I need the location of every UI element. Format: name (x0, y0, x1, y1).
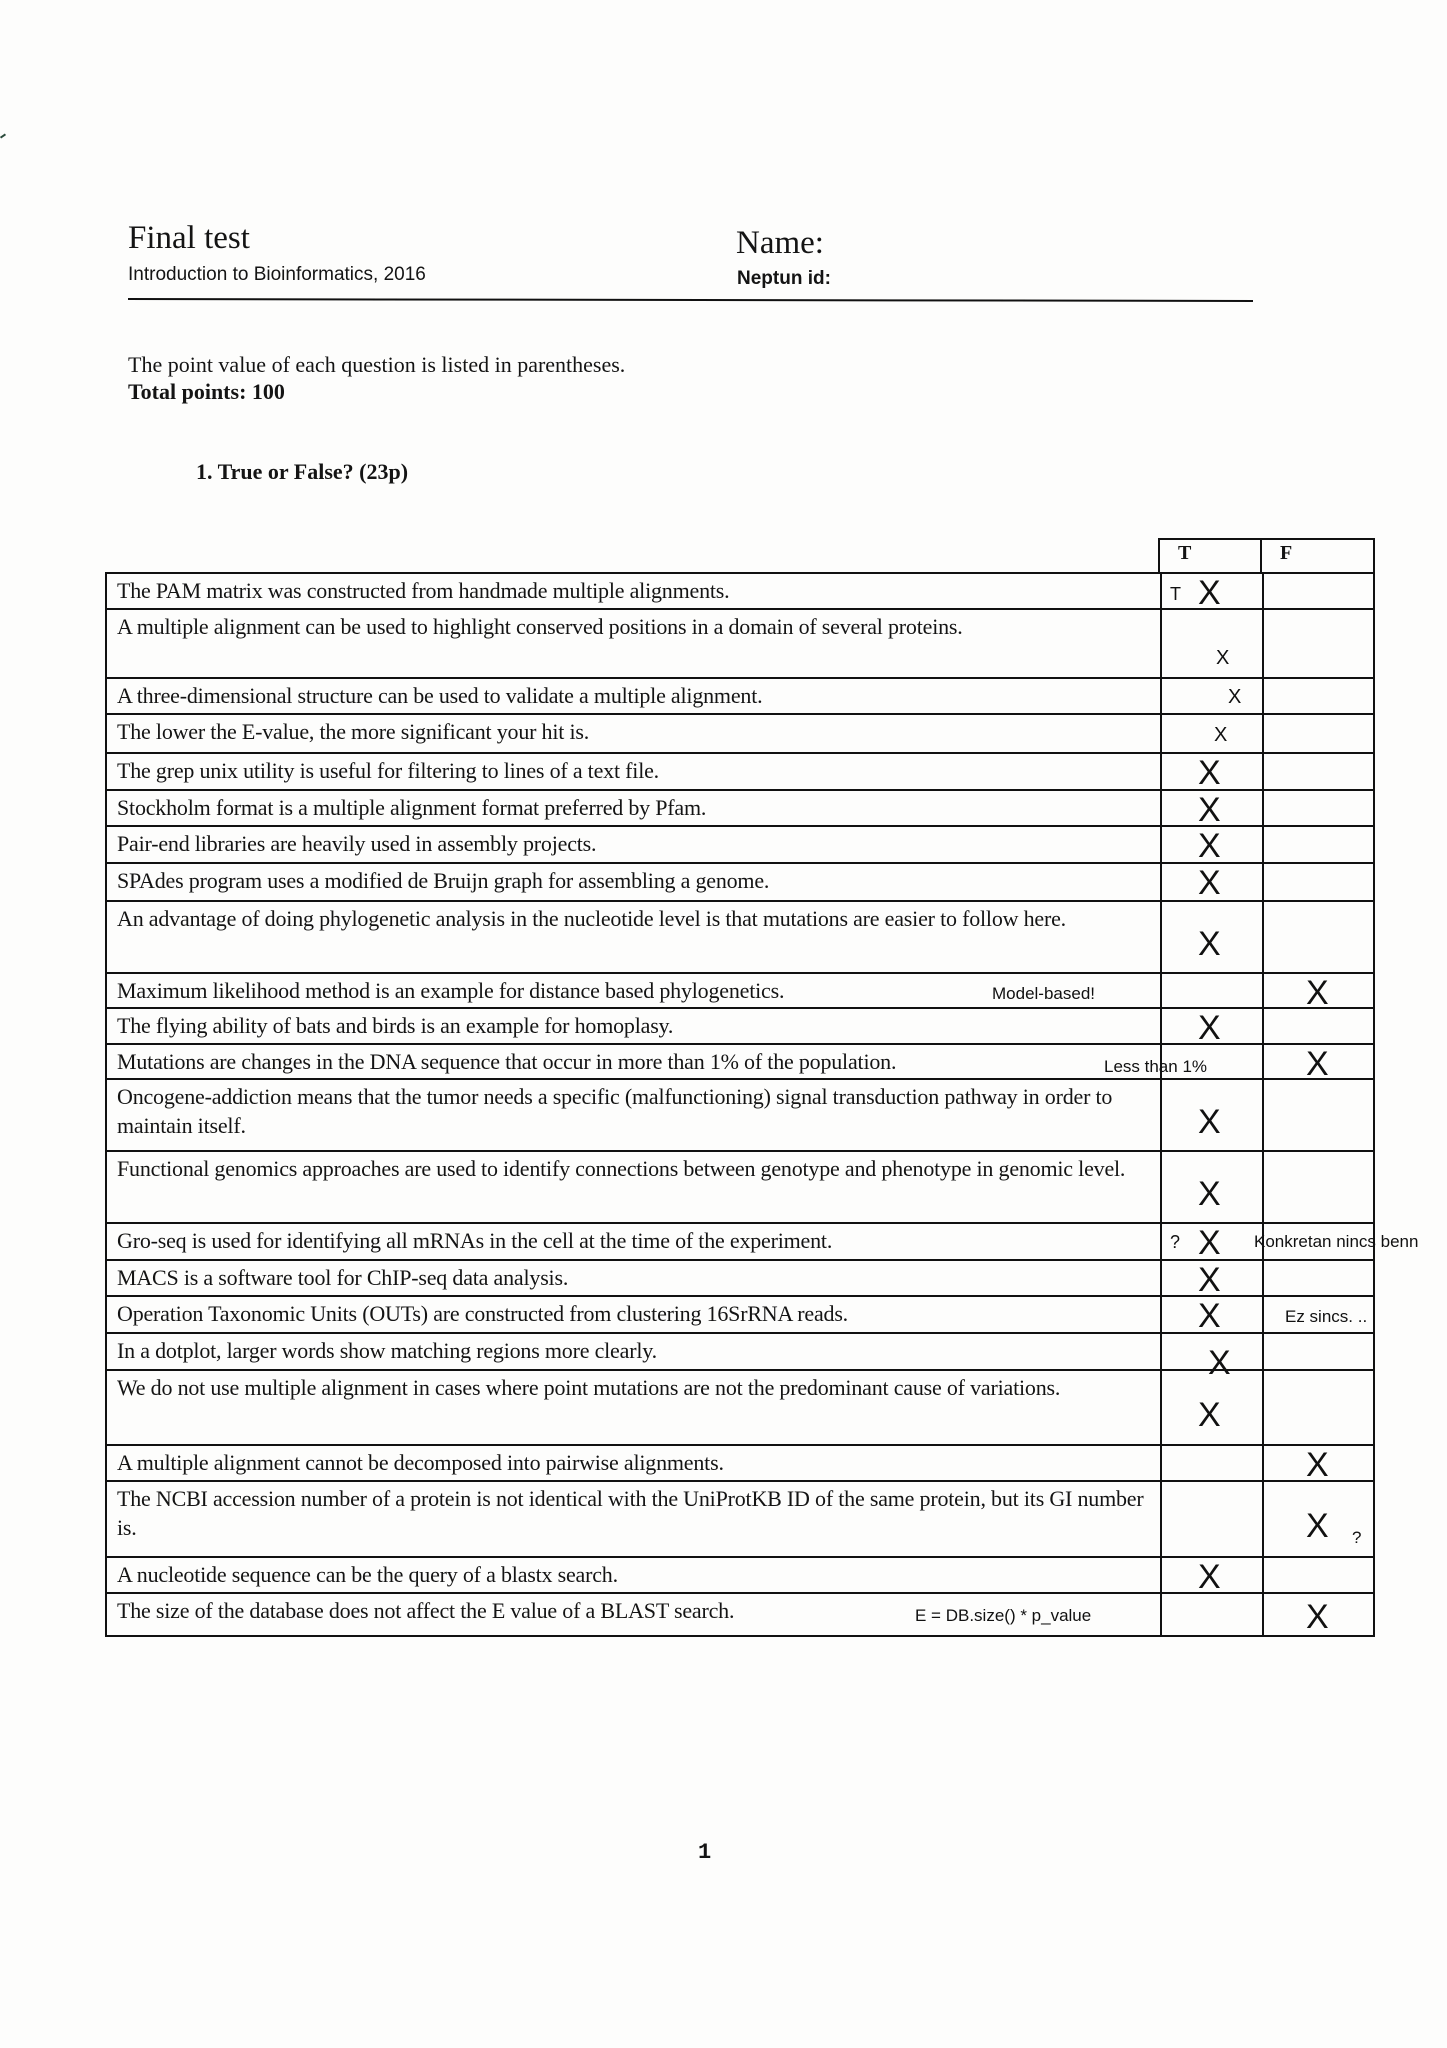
table-row (105, 1078, 1375, 1150)
course-subtitle: Introduction to Bioinformatics, 2016 (128, 264, 426, 285)
answer-prefix-annotation: ? (1170, 1232, 1181, 1252)
false-column-cell (1262, 1592, 1264, 1635)
handwritten-note: E = DB.size() * p_value (915, 1606, 1092, 1625)
true-column-cell (1160, 862, 1162, 900)
question-text: Gro-seq is used for identifying all mRNAs in the cell at the time of the experiment. (117, 1228, 833, 1253)
false-answer-mark-icon: X (1306, 1507, 1329, 1545)
question-text: We do not use multiple alignment in cases where point mutations are not the predominant cause of variations. (117, 1375, 1061, 1400)
true-column-cell (1160, 1444, 1162, 1480)
question-text: The PAM matrix was constructed from handmade multiple alignments. (117, 578, 730, 603)
false-column-cell (1262, 1078, 1264, 1150)
true-column-cell (1160, 1480, 1162, 1556)
table-row (105, 1556, 1375, 1596)
false-column-cell (1262, 1480, 1264, 1556)
true-column-cell (1160, 1369, 1162, 1444)
true-column-cell (1160, 1259, 1162, 1295)
table-row (105, 825, 1375, 865)
question-text: SPAdes program uses a modified de Bruijn graph for assembling a genome. (117, 868, 770, 893)
table-row (105, 789, 1375, 829)
total-points: Total points: 100 (128, 379, 285, 404)
name-label: Name: (736, 225, 824, 261)
question-text: Pair-end libraries are heavily used in assembly projects. (117, 831, 597, 856)
uncertain-annotation: ? (1352, 1528, 1362, 1547)
table-row (105, 1480, 1375, 1556)
false-column-cell (1262, 752, 1264, 789)
question-text: In a dotplot, larger words show matching regions more clearly. (117, 1338, 657, 1363)
true-column-cell (1160, 1078, 1162, 1150)
question-text: The lower the E-value, the more significant your hit is. (117, 719, 590, 744)
false-answer-mark-icon: X (1306, 974, 1329, 1012)
true-column-cell (1160, 1007, 1162, 1043)
question-text: MACS is a software tool for ChIP-seq data analysis. (117, 1265, 569, 1290)
table-row (105, 1369, 1375, 1444)
question-text: Functional genomics approaches are used to identify connections between genotype and phenotype in genomic level. (117, 1156, 1126, 1181)
false-column-cell (1262, 1556, 1264, 1592)
false-column-cell (1262, 1295, 1264, 1332)
false-column-cell (1262, 1332, 1264, 1369)
false-column-cell (1262, 862, 1264, 900)
true-answer-mark-icon: X (1198, 1224, 1221, 1262)
false-column-cell (1262, 1369, 1264, 1444)
question-text: A multiple alignment can be used to highlight conserved positions in a domain of several proteins. (117, 614, 963, 639)
true-column-cell (1160, 713, 1162, 752)
false-column-cell (1262, 677, 1264, 713)
true-answer-mark-icon: X (1198, 1009, 1221, 1047)
question-text: Oncogene-addiction means that the tumor needs a specific (malfunctioning) signal transduction pathway in order to maintain itself. (117, 1084, 1113, 1138)
true-answer-mark-icon: X (1198, 864, 1221, 902)
question-text: The size of the database does not affect the E value of a BLAST search. (117, 1598, 735, 1623)
table-row (105, 1592, 1375, 1637)
handwritten-note: Model-based! (992, 984, 1096, 1003)
header-divider (128, 298, 1253, 302)
table-row (105, 677, 1375, 713)
false-column-cell (1262, 972, 1264, 1007)
table-row (105, 1259, 1375, 1299)
true-column-cell (1160, 1592, 1162, 1635)
false-column-cell (1262, 1444, 1264, 1480)
true-column-cell (1160, 1150, 1162, 1222)
handwritten-note: Less than 1% (1104, 1057, 1208, 1076)
false-answer-mark-icon: X (1306, 1446, 1329, 1484)
table-row (105, 1295, 1375, 1335)
true-answer-mark-icon: X (1228, 686, 1242, 708)
true-column-cell (1160, 900, 1162, 972)
false-answer-mark-icon: X (1306, 1045, 1329, 1083)
true-answer-mark-icon: X (1198, 754, 1221, 792)
table-row (105, 752, 1375, 792)
true-column-cell (1160, 752, 1162, 789)
table-row (105, 1007, 1375, 1047)
true-answer-mark-icon: X (1198, 1261, 1221, 1299)
question-text: A multiple alignment cannot be decomposed into pairwise alignments. (117, 1450, 724, 1475)
true-answer-mark-icon: X (1198, 574, 1221, 612)
handwritten-note: Konkretan nincs benn (1254, 1232, 1419, 1251)
page-number: 1 (698, 1840, 712, 1865)
true-answer-mark-icon: X (1198, 1297, 1221, 1335)
section-title: 1. True or False? (23p) (196, 459, 409, 484)
false-column-cell (1262, 572, 1264, 608)
table-row (105, 1444, 1375, 1484)
true-column-cell (1160, 1222, 1162, 1259)
question-text: Maximum likelihood method is an example for distance based phylogenetics. (117, 978, 785, 1003)
column-header-false: F (1260, 538, 1375, 574)
true-answer-mark-icon: X (1208, 1344, 1231, 1382)
page-title: Final test (128, 220, 250, 256)
table-row (105, 1222, 1419, 1262)
true-column-cell (1160, 572, 1162, 608)
true-column-cell (1160, 1556, 1162, 1592)
true-answer-mark-icon: X (1198, 1103, 1221, 1141)
neptun-id-label: Neptun id: (737, 268, 831, 289)
false-answer-mark-icon: X (1306, 1597, 1329, 1636)
question-text: Mutations are changes in the DNA sequence that occur in more than 1% of the population. (117, 1049, 897, 1074)
false-column-cell (1262, 825, 1264, 862)
true-column-cell (1160, 608, 1162, 677)
table-row (105, 862, 1375, 900)
answer-prefix-annotation: T (1170, 584, 1181, 604)
table-row (105, 900, 1375, 972)
true-answer-mark-icon: X (1198, 1395, 1221, 1434)
table-row (105, 572, 1375, 612)
true-column-cell (1160, 972, 1162, 1007)
question-text: The grep unix utility is useful for filtering to lines of a text file. (117, 758, 659, 783)
false-column-cell (1262, 900, 1264, 972)
false-column-cell (1262, 1259, 1264, 1295)
false-column-cell (1262, 789, 1264, 825)
question-text: Stockholm format is a multiple alignment format preferred by Pfam. (117, 795, 707, 820)
column-header-true: T (1158, 538, 1262, 574)
table-row (105, 608, 1375, 677)
scan-stray-mark (0, 133, 6, 138)
table-row (105, 972, 1375, 1012)
true-column-cell (1160, 1295, 1162, 1332)
table-row (105, 1332, 1375, 1382)
false-column-cell (1262, 608, 1264, 677)
handwritten-note: Ez sincs. .. (1285, 1307, 1368, 1326)
table-row (105, 713, 1375, 752)
true-answer-mark-icon: X (1198, 1175, 1221, 1213)
question-text: The flying ability of bats and birds is an example for homoplasy. (117, 1013, 674, 1038)
question-text: A three-dimensional structure can be used to validate a multiple alignment. (117, 683, 763, 708)
question-text: The NCBI accession number of a protein is not identical with the UniProtKB ID of the same protein, but its GI number is. (117, 1486, 1144, 1540)
question-text: An advantage of doing phylogenetic analysis in the nucleotide level is that mutations are easier to follow here. (117, 906, 1066, 931)
false-column-cell (1262, 713, 1264, 752)
true-answer-mark-icon: X (1214, 723, 1228, 746)
true-answer-mark-icon: X (1198, 827, 1221, 865)
true-column-cell (1160, 789, 1162, 825)
question-text: A nucleotide sequence can be the query of a blastx search. (117, 1562, 618, 1587)
table-row (105, 1150, 1375, 1222)
false-column-cell (1262, 1007, 1264, 1043)
true-answer-mark-icon: X (1216, 647, 1230, 669)
true-answer-mark-icon: X (1198, 925, 1221, 963)
true-answer-mark-icon: X (1198, 1558, 1221, 1596)
true-column-cell (1160, 825, 1162, 862)
point-value-note: The point value of each question is listed in parentheses. (128, 352, 626, 377)
question-text: Operation Taxonomic Units (OUTs) are constructed from clustering 16SrRNA reads. (117, 1301, 848, 1326)
false-column-cell (1262, 1043, 1264, 1078)
true-column-cell (1160, 677, 1162, 713)
false-column-cell (1262, 1150, 1264, 1222)
true-column-cell (1160, 1332, 1162, 1369)
table-row (105, 1043, 1375, 1083)
true-answer-mark-icon: X (1198, 791, 1221, 829)
